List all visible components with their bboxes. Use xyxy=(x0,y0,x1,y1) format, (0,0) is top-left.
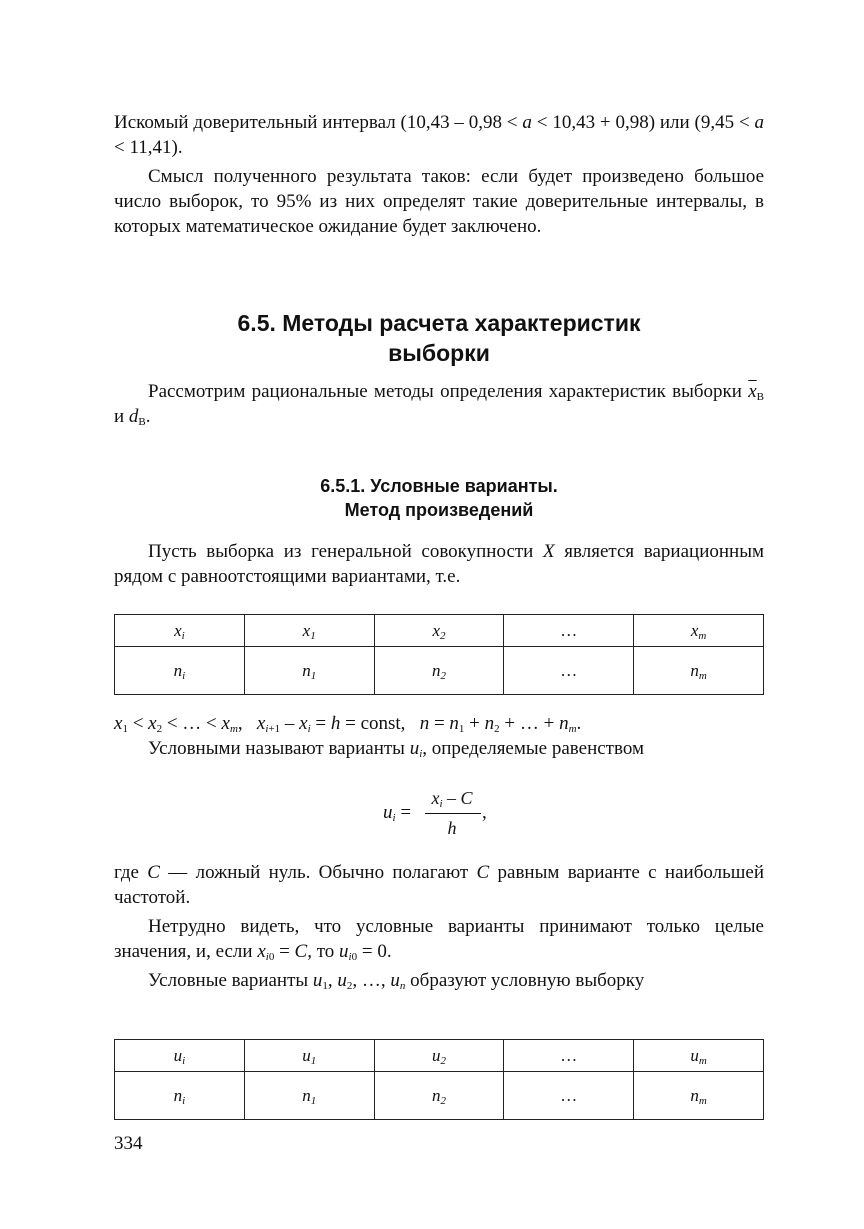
formula-tail: , xyxy=(482,802,487,823)
table-row xyxy=(115,615,764,647)
formula-lhs: $u_i$ = xyxy=(383,802,412,824)
table-cell: … xyxy=(504,1040,634,1072)
paragraph-conditional: Условными называют варианты $u_i$, определяемые равенством xyxy=(148,738,644,760)
formula-denominator: h xyxy=(447,818,457,838)
subsection-title-line1: 6.5.1. Условные варианты. xyxy=(320,476,558,496)
formula-numerator: $x_i$ – C xyxy=(431,788,473,810)
table-cell: $n_i$ xyxy=(115,1072,245,1120)
paragraph-methods: Рассмотрим рациональные методы определения характеристик выборки $\overline{x}_В$ и $d_В$. xyxy=(114,381,764,428)
table-cell: $n_1$ xyxy=(244,1072,374,1120)
formula-ui xyxy=(383,786,513,842)
conditional-variants-table xyxy=(114,1039,764,1120)
table-cell: $u_m$ xyxy=(634,1040,764,1072)
table-cell: $n_i$ xyxy=(115,647,245,695)
table-cell: $x_2$ xyxy=(374,615,504,647)
table-cell: $u_2$ xyxy=(374,1040,504,1072)
table-row xyxy=(115,1040,764,1072)
paragraph-interval: Искомый доверительный интервал (10,43 – 0,98 < a < 10,43 + 0,98) или (9,45 < a < 11,41). xyxy=(114,112,764,158)
section-title-line2: выборки xyxy=(388,340,490,366)
paragraph-false-zero: где C — ложный нуль. Обычно полагают C равным варианте с наибольшей частотой. xyxy=(114,862,764,908)
paragraph-meaning: Смысл полученного результата таков: если будет произведено большое число выборок, то 95% из них определят такие доверительные интервалы, в которых математическое ожидание будет заключено. xyxy=(114,166,764,237)
table-cell: $x_1$ xyxy=(244,615,374,647)
table-cell: … xyxy=(504,1072,634,1120)
paragraph-conditional-sample: Условные варианты $u_1$, $u_2$, …, $u_n$ образуют условную выборку xyxy=(148,970,645,992)
table-cell: $u_1$ xyxy=(244,1040,374,1072)
subsection-title-line2: Метод произведений xyxy=(344,500,534,520)
table-cell: $n_2$ xyxy=(374,1072,504,1120)
table-cell: $n_m$ xyxy=(634,647,764,695)
section-title-line1: 6.5. Методы расчета характеристик xyxy=(237,310,641,336)
paragraph-integer: Нетрудно видеть, что условные варианты принимают только целые значения, и, если $x_{i0} = C$, то $u_{i0} = 0$. xyxy=(114,916,764,963)
table-cell: $u_i$ xyxy=(115,1040,245,1072)
page-number: 334 xyxy=(114,1133,143,1154)
condition-line: $x_1 < x_2$ < … < $x_m$, $x_{i+1} - x_i = h$ = const, $n = n_1 + n_2$ + … + $n_m$. xyxy=(114,713,582,735)
table-row xyxy=(115,647,764,695)
table-row xyxy=(115,1072,764,1120)
table-cell: $n_2$ xyxy=(374,647,504,695)
paragraph-sample: Пусть выборка из генеральной совокупности X является вариационным рядом с равноотстоящими вариантами, т.е. xyxy=(114,541,764,587)
variants-table xyxy=(114,614,764,695)
table-cell: $x_i$ xyxy=(115,615,245,647)
table-cell: … xyxy=(504,615,634,647)
table-cell: … xyxy=(504,647,634,695)
table-cell: $n_1$ xyxy=(244,647,374,695)
table-cell: $x_m$ xyxy=(634,615,764,647)
table-cell: $n_m$ xyxy=(634,1072,764,1120)
fraction-bar xyxy=(425,813,481,814)
